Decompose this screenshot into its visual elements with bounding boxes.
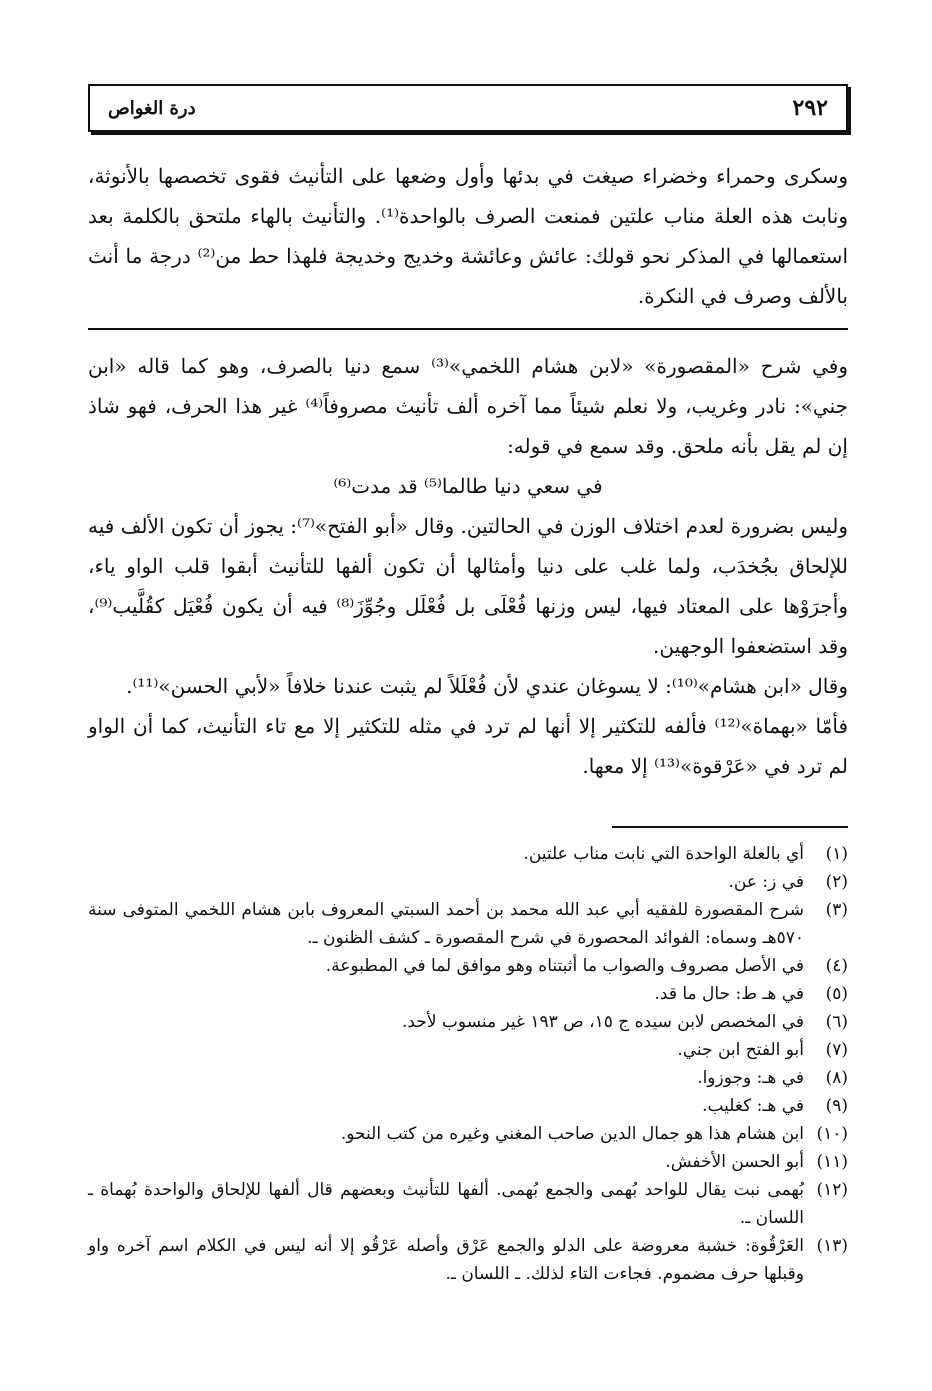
main-text-block: [88, 156, 848, 316]
footnote-text: في الأصل مصروف والصواب ما أثبتناه وهو موافق لما في المطبوعة.: [325, 956, 804, 976]
commentary-paragraph-2: وليس بضرورة لعدم اختلاف الوزن في الحالتين. وقال «أبو الفتح»⁽⁷⁾: يجوز أن تكون الألف فيه للإلحاق بجُخدَب، ولما غلب على دنيا وأمثالها أن تكون ألفها للتأنيث أبقوا قلب الواو ياء، وأجرَوْها على المعتاد فيها، ليس وزنها فُعْلَى بل فُعْلَل وجُوِّزَ⁽⁸⁾ فيه أن يكون فُعْيَل كقُلَّيب⁽⁹⁾، وقد استضعفوا الوجهين.: [88, 514, 848, 658]
footnotes-list: [88, 840, 848, 1288]
footnote-text: أي بالعلة الواحدة التي نابت مناب علتين.: [523, 844, 804, 864]
footnote-text: بُهمى نبت يقال للواحد بُهمى والجمع بُهمى. ألفها للتأنيث وبعضهم قال ألفها للإلحاق والواحدة بُهماة ـ اللسان ـ.: [88, 1180, 804, 1228]
footnote-item: [88, 1008, 848, 1036]
footnote-number: (١٢): [816, 1180, 848, 1200]
footnote-number: (١): [825, 844, 848, 864]
book-title: درة الغواص: [108, 97, 196, 119]
verse-line: في سعي دنيا طالما⁽⁵⁾ قد مدت⁽⁶⁾: [333, 474, 603, 498]
footnote-text: العَرْقُوة: خشبة معروضة على الدلو والجمع عَرْق وأصله عَرْقُو إلا أنه ليس في الكلام اسم آخره واو وقبلها حرف مضموم. فجاءت التاء لذلك. ـ اللسان ـ.: [88, 1236, 804, 1284]
footnote-text: في ز: عن.: [728, 872, 804, 892]
footnote-number: (٣): [825, 900, 848, 920]
footnote-number: (٨): [825, 1068, 848, 1088]
page-number: ٢٩٢: [792, 95, 828, 121]
footnote-text: ابن هشام هذا هو جمال الدين صاحب المغني وغيره من كتب النحو.: [340, 1124, 804, 1144]
footnote-number: (٩): [825, 1096, 848, 1116]
footnote-text: أبو الفتح ابن جني.: [677, 1040, 804, 1060]
footnote-number: (٥): [825, 984, 848, 1004]
commentary-paragraph-4: فأمّا «بهماة»⁽¹²⁾ فألفه للتكثير إلا أنها لم ترد في مثله للتكثير إلا مع تاء التأنيث، كما أن الواو لم ترد في «عَرْقوة»⁽¹³⁾ إلا معها.: [88, 714, 849, 778]
page-header: [88, 84, 848, 132]
footnote-text: أبو الحسن الأخفش.: [665, 1152, 804, 1172]
footnote-number: (٦): [825, 1012, 848, 1032]
footnote-item: [88, 1176, 848, 1232]
commentary-paragraph-3: وقال «ابن هشام»⁽¹⁰⁾: لا يسوغان عندي لأن فُعْلَلاً لم يثبت عندنا خلافاً «لأبي الحسن»⁽¹¹⁾.: [126, 674, 848, 698]
commentary-block: [88, 346, 848, 786]
footnote-number: (١١): [816, 1152, 848, 1172]
footnote-item: [88, 1120, 848, 1148]
footnote-number: (١٣): [816, 1236, 848, 1256]
footnote-item: [88, 952, 848, 980]
footnote-item: [88, 868, 848, 896]
footnote-number: (٢): [825, 872, 848, 892]
main-divider: [88, 328, 848, 330]
footnote-text: في هـ ط: حال ما قد.: [654, 984, 804, 1004]
footnote-item: [88, 840, 848, 868]
footnote-item: [88, 980, 848, 1008]
footnote-number: (٤): [825, 956, 848, 976]
footnote-item: [88, 1148, 848, 1176]
footnote-text: في هـ: وجوزوا.: [697, 1068, 804, 1088]
footnote-item: [88, 1092, 848, 1120]
footnote-text: شرح المقصورة للفقيه أبي عبد الله محمد بن أحمد السبتي المعروف بابن هشام اللخمي المتوفى سنة ٥٧٠هـ وسماه: الفوائد المحصورة في شرح المقصورة ـ كشف الظنون ـ.: [88, 900, 804, 948]
commentary-paragraph-1: وفي شرح «المقصورة» «لابن هشام اللخمي»⁽³⁾ سمع دنيا بالصرف، وهو كما قاله «ابن جني»: نادر وغريب، ولا نعلم شيئاً مما آخره ألف تأنيث مصروفاً⁽⁴⁾ غير هذا الحرف، فهو شاذ إن لم يقل بأنه ملحق. وقد سمع في قوله:: [88, 354, 848, 458]
footnote-number: (٧): [825, 1040, 848, 1060]
footnote-item: [88, 1036, 848, 1064]
footnote-item: [88, 896, 848, 952]
footnote-item: [88, 1232, 848, 1288]
footnote-divider: [612, 826, 848, 828]
footnote-text: في هـ: كغليب.: [702, 1096, 804, 1116]
footnote-text: في المخصص لابن سيده ج ١٥، ص ١٩٣ غير منسوب لأحد.: [401, 1012, 804, 1032]
main-paragraph: وسكرى وحمراء وخضراء صيغت في بدئها وأول وضعها على التأنيث فقوى تخصصها بالأنوثة، ونابت هذه العلة مناب علتين فمنعت الصرف بالواحدة⁽¹⁾. والتأنيث بالهاء ملتحق بالكلمة بعد استعمالها في المذكر نحو قولك: عائش وعائشة وخديج وخديجة فلهذا حط من⁽²⁾ درجة ما أنث بالألف وصرف في النكرة.: [88, 164, 848, 308]
footnote-item: [88, 1064, 848, 1092]
footnote-number: (١٠): [816, 1124, 848, 1144]
